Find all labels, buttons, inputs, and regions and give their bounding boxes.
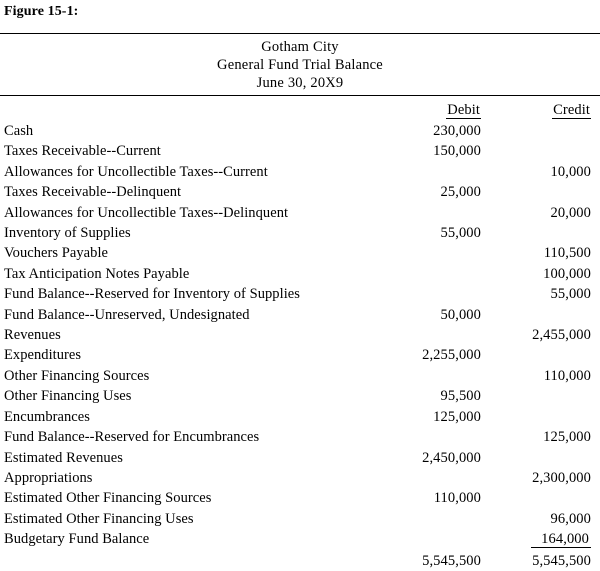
table-row	[0, 243, 600, 263]
debit-amount-cell	[382, 325, 497, 345]
statement-name: General Fund Trial Balance	[217, 57, 383, 73]
debit-amount-cell: 2,255,000	[422, 347, 481, 364]
credit-amount-cell	[497, 223, 600, 243]
account-name-cell: Budgetary Fund Balance	[4, 531, 150, 548]
debit-amount-cell: 95,500	[440, 388, 481, 405]
account-name-cell: Fund Balance--Unreserved, Undesignated	[4, 306, 250, 323]
account-name-cell: Estimated Other Financing Sources	[4, 490, 212, 507]
statement-title-block	[0, 34, 600, 96]
debit-amount-cell: 230,000	[433, 123, 481, 139]
table-row	[0, 305, 600, 325]
table-row	[0, 386, 600, 406]
account-column-header	[0, 96, 382, 121]
table-row	[0, 427, 600, 447]
credit-amount-cell	[497, 529, 600, 549]
table-row	[0, 407, 600, 427]
credit-amount-cell: 10,000	[550, 163, 591, 180]
debit-amount-cell	[382, 468, 497, 488]
total-credit-cell: 5,545,500	[532, 552, 591, 569]
column-header-row	[0, 96, 600, 121]
table-row	[0, 468, 600, 488]
credit-amount-cell	[497, 141, 600, 161]
credit-amount-cell: 20,000	[550, 204, 591, 221]
account-name-cell: Other Financing Uses	[4, 388, 132, 405]
credit-amount-cell	[497, 488, 600, 508]
total-debit-cell: 5,545,500	[422, 552, 481, 569]
credit-amount-value: 164,000	[531, 531, 591, 548]
credit-column-header-label: Credit	[553, 101, 590, 118]
account-name-cell: Cash	[4, 123, 34, 139]
account-name-cell: Tax Anticipation Notes Payable	[4, 265, 190, 282]
statement-date: June 30, 20X9	[256, 75, 344, 91]
debit-amount-cell	[382, 427, 497, 447]
account-name-cell: Taxes Receivable--Delinquent	[4, 184, 182, 201]
table-row	[0, 325, 600, 345]
credit-amount-cell	[497, 386, 600, 406]
credit-amount-cell	[497, 182, 600, 202]
figure-caption: Figure 15-1:	[4, 4, 79, 19]
credit-amount-cell: 110,500	[543, 245, 591, 262]
table-row	[0, 121, 600, 141]
credit-amount-cell	[497, 305, 600, 325]
debit-amount-cell	[382, 366, 497, 386]
account-name-cell: Inventory of Supplies	[4, 225, 131, 242]
debit-amount-cell	[382, 203, 497, 223]
credit-amount-cell: 2,300,000	[532, 469, 591, 486]
debit-column-header-label: Debit	[447, 101, 480, 118]
account-name-cell: Vouchers Payable	[4, 245, 109, 262]
table-row	[0, 264, 600, 284]
account-name-cell: Fund Balance--Reserved for Inventory of Supplies	[4, 286, 300, 303]
account-name-cell: Estimated Revenues	[4, 449, 123, 466]
account-name-cell: Other Financing Sources	[4, 367, 150, 384]
debit-amount-cell	[382, 162, 497, 182]
credit-amount-cell: 55,000	[550, 286, 591, 303]
debit-amount-cell: 2,450,000	[422, 449, 481, 466]
account-name-cell: Encumbrances	[4, 408, 90, 425]
debit-amount-cell: 50,000	[440, 306, 481, 323]
debit-amount-cell	[382, 529, 497, 549]
account-name-cell: Appropriations	[4, 469, 93, 486]
account-name-cell: Allowances for Uncollectible Taxes--Delinquent	[4, 204, 289, 221]
credit-amount-cell: 110,000	[543, 367, 591, 384]
credit-amount-cell: 2,455,000	[532, 327, 591, 344]
account-name-cell: Allowances for Uncollectible Taxes--Current	[4, 163, 268, 180]
debit-amount-cell: 110,000	[433, 490, 481, 507]
credit-amount-cell: 125,000	[543, 429, 591, 446]
debit-column-header	[382, 96, 497, 121]
table-row	[0, 509, 600, 529]
credit-amount-cell: 100,000	[543, 265, 591, 282]
credit-amount-cell	[497, 407, 600, 427]
table-row	[0, 448, 600, 468]
account-name-cell: Expenditures	[4, 347, 82, 364]
table-row	[0, 203, 600, 223]
credit-amount-cell	[497, 448, 600, 468]
table-row	[0, 529, 600, 549]
credit-amount-cell: 96,000	[550, 510, 591, 527]
trial-balance-table	[0, 33, 600, 571]
debit-amount-cell	[382, 509, 497, 529]
debit-amount-cell: 25,000	[440, 184, 481, 201]
credit-amount-cell	[497, 121, 600, 141]
debit-amount-cell: 55,000	[440, 225, 481, 242]
accounts-table	[0, 96, 600, 571]
debit-amount-cell	[382, 284, 497, 304]
table-row	[0, 182, 600, 202]
debit-amount-cell	[382, 243, 497, 263]
account-name-cell: Fund Balance--Reserved for Encumbrances	[4, 429, 260, 446]
credit-amount-cell	[497, 345, 600, 365]
table-row	[0, 141, 600, 161]
debit-amount-cell	[382, 264, 497, 284]
totals-row	[0, 550, 600, 571]
table-row	[0, 162, 600, 182]
table-row	[0, 488, 600, 508]
table-row	[0, 366, 600, 386]
account-name-cell: Taxes Receivable--Current	[4, 143, 161, 160]
organization-name: Gotham City	[261, 39, 339, 55]
table-row	[0, 345, 600, 365]
table-row	[0, 223, 600, 243]
totals-label-cell	[0, 550, 382, 571]
account-name-cell: Revenues	[4, 327, 61, 344]
debit-amount-cell: 125,000	[433, 408, 481, 425]
credit-column-header	[497, 96, 600, 121]
debit-amount-cell: 150,000	[433, 143, 481, 160]
account-name-cell: Estimated Other Financing Uses	[4, 510, 194, 527]
table-row	[0, 284, 600, 304]
